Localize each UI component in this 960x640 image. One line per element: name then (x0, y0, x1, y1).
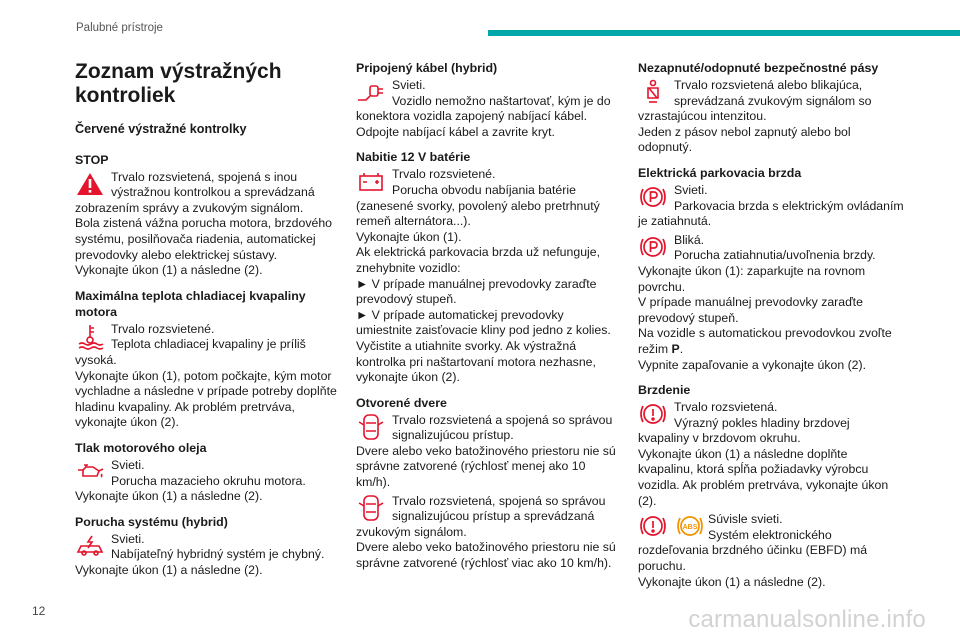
entry-line: Trvalo rozsvietená a spojená so správou (392, 412, 613, 427)
entry-line: Trvalo rozsvietená. (674, 400, 778, 415)
abs-icon (675, 512, 705, 540)
abs-icon-label: ABS (683, 524, 698, 532)
entry-line: Svieti. (674, 182, 708, 197)
entry-line: Svieti. (111, 457, 145, 472)
entry-hybrid (75, 514, 337, 579)
entry-body: kvapaliny v brzdovom okruhu. Vykonajte úkon (1) a následne doplňte kvapalinu, ktorá spĺňa požiadavky výrobcu vozidla. Ak problém pretrváva, vykonajte úkon (2). (638, 431, 889, 508)
entry-line: výstražnou kontrolkou a sprevádzaná (111, 185, 315, 200)
entry-battery (356, 149, 622, 385)
brake-icon (638, 512, 668, 540)
entry-line: Trvalo rozsvietené. (111, 321, 215, 336)
charging-cable-icon (356, 78, 392, 108)
entry-line: Svieti. (392, 78, 426, 92)
entry-oil (75, 440, 337, 505)
oil-pressure-icon (75, 458, 111, 488)
entry-body: Dvere alebo veko batožinového priestoru nie sú správne zatvorené (rýchlosť menej ako 10 km/h). (356, 443, 616, 490)
entry-body-part: Vykonajte úkon (1): zaparkujte na rovnom povrchu. V prípade manuálnej prevodovky zaraďte prevodový stupeň. Na vozidle s automatickou prevodovkou zvoľte režim (638, 263, 892, 356)
brake-icon (638, 400, 674, 430)
entry-line: signalizujúcou prístup a sprevádzaná (392, 509, 595, 524)
page-title: Zoznam výstražných kontroliek (75, 60, 282, 107)
coolant-temperature-icon (75, 322, 111, 352)
open-door-icon (356, 494, 392, 524)
gear-mode-label: P (671, 341, 680, 356)
page-number: 12 (32, 604, 46, 618)
entry-line: Nabíjateľný hybridný systém je chybný. (111, 547, 325, 562)
entry-line: Trvalo rozsvietená alebo blikajúca, (674, 78, 863, 92)
entry-cable (356, 60, 622, 140)
running-header: Palubné prístroje (76, 22, 163, 34)
entry-body: (zanesené svorky, povolený alebo pretrhnutý remeň alternátora...). Vykonajte úkon (1). Ak elektrická parkovacia brzda už nefunguje, znehybnite vozidlo: ► V prípade manuálnej prevodovky zaraďte prevodový stupeň. ► V prípade automatickej prevodovky umiestnite zaisťovacie kliny pod jedno z kolies. Vyčistite a utiahnite svorky. Ak výstražná kontrolka pri naštartovaní motora nezhasne, vykonajte úkon (2). (356, 198, 611, 385)
entry-body: vzrastajúcou intenzitou. Jeden z pásov nebol zapnutý alebo bol odopnutý. (638, 109, 851, 155)
entry-coolant (75, 288, 337, 431)
entry-title: Porucha systému (hybrid) (75, 514, 228, 529)
entry-line: Porucha mazacieho okruhu motora. (111, 473, 306, 488)
entry-body: vysoká. Vykonajte úkon (1), potom počkajte, kým motor vychladne a následne v prípade potreby doplňte hladinu kvapaliny. Ak problém pretrváva, vykonajte úkon (2). (75, 352, 337, 430)
entry-line: Výrazný pokles hladiny brzdovej (674, 415, 850, 430)
entry-line: signalizujúcou prístup. (392, 428, 514, 443)
entry-brake (638, 382, 906, 590)
parking-brake-icon (638, 183, 674, 213)
entry-title: Elektrická parkovacia brzda (638, 165, 802, 180)
entry-line: Porucha zatiahnutia/uvoľnenia brzdy. (674, 248, 876, 263)
entry-body-part: . Vypnite zapaľovanie a vykonajte úkon (2). (638, 341, 867, 372)
entry-seatbelt (638, 60, 906, 156)
entry-line: Vozidlo nemožno naštartovať, kým je do (392, 93, 611, 108)
hybrid-system-fault-icon (75, 532, 111, 562)
entry-body: je zatiahnutá. (638, 214, 712, 229)
entry-body: konektora vozidla zapojený nabíjací kábel. Odpojte nabíjací kábel a zavrite kryt. (356, 109, 588, 139)
entry-title: STOP (75, 152, 109, 167)
entry-line: Trvalo rozsvietené. (392, 167, 496, 182)
entry-line: sprevádzaná zvukovým signálom so (674, 93, 872, 108)
entry-title: Nezapnuté/odopnuté bezpečnostné pásy (638, 61, 879, 75)
entry-body: Vykonajte úkon (1) a následne (2). (75, 489, 263, 504)
entry-line: Trvalo rozsvietená, spojená so správou (392, 493, 606, 508)
open-door-icon (356, 413, 392, 443)
entry-line: Parkovacia brzda s elektrickým ovládaním (674, 198, 904, 213)
entry-line: Svieti. (111, 531, 145, 546)
header-accent-bar (488, 30, 960, 36)
entry-parking-brake (638, 165, 906, 373)
watermark: carmanualsonline.info (688, 606, 926, 633)
entry-line: Bliká. (674, 232, 705, 247)
entry-line: Systém elektronického (708, 527, 832, 542)
entry-line: Porucha obvodu nabíjania batérie (392, 182, 576, 197)
brake-abs-icon-pair (638, 512, 708, 542)
entry-doors (356, 395, 622, 572)
entry-body: zobrazením správy a zvukovým signálom. Bola zistená vážna porucha motora, brzdového systému, posilňovača riadenia, automatickej prevodovky alebo elektrickej sústavy. Vykonajte úkon (1) a následne (2). (75, 200, 333, 278)
battery-icon (356, 167, 392, 197)
section-subtitle: Červené výstražné kontrolky (75, 122, 247, 136)
entry-title: Brzdenie (638, 383, 691, 398)
entry-stop (75, 152, 337, 279)
entry-title: Otvorené dvere (356, 395, 447, 410)
entry-title: Tlak motorového oleja (75, 440, 207, 455)
parking-brake-icon (638, 233, 674, 263)
column-1 (75, 60, 337, 587)
column-3 (638, 60, 906, 599)
entry-title: Nabitie 12 V batérie (356, 150, 471, 165)
entry-body: rozdeľovania brzdného účinku (EBFD) má poruchu. Vykonajte úkon (1) a následne (2). (638, 543, 868, 589)
entry-body: zvukovým signálom. Dvere alebo veko batožinového priestoru nie sú správne zatvorené (rýchlosť viac ako 10 km/h). (356, 524, 616, 571)
entry-line: Teplota chladiacej kvapaliny je príliš (111, 337, 306, 352)
column-2 (356, 60, 622, 581)
entry-line: Súvisle svieti. (708, 512, 783, 527)
warning-triangle-icon (75, 170, 111, 200)
entry-line: Trvalo rozsvietená, spojená s inou (111, 169, 298, 184)
entry-title: Maximálna teplota chladiacej kvapaliny motora (75, 288, 306, 319)
entry-title: Pripojený kábel (hybrid) (356, 61, 498, 75)
entry-body (638, 264, 906, 373)
entry-body: Vykonajte úkon (1) a následne (2). (75, 562, 263, 577)
seatbelt-icon (638, 78, 674, 108)
